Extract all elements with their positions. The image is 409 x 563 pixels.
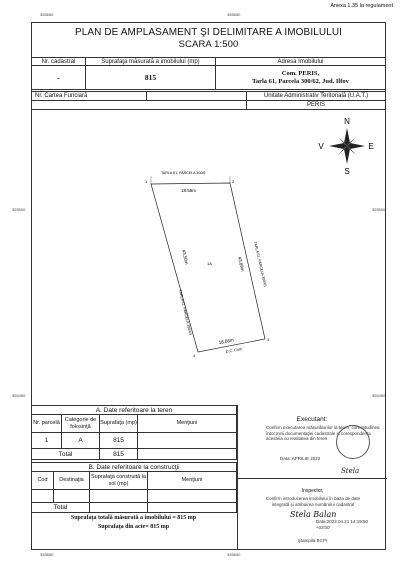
suprafata-label: Suprafaţa măsurată a imobilului (mp) bbox=[86, 58, 216, 66]
grid-tick-bottom-right: 355650 bbox=[227, 552, 241, 557]
col-mentiuni-constructii: Menţiuni bbox=[148, 472, 237, 490]
top-neighbor-label: TARLA 61, PARCELA 300/6 bbox=[161, 171, 206, 175]
teren-table bbox=[31, 405, 237, 460]
left-length-label: 43.50m bbox=[181, 249, 190, 265]
col-mentiuni: Menţiuni bbox=[138, 415, 237, 433]
left-neighbor-label: TARLA 61, PARCELA 300/63 bbox=[178, 289, 193, 336]
row-categorie: A bbox=[62, 433, 100, 449]
adresa-line-1: Com. PERIS, bbox=[281, 69, 320, 77]
grid-tick-bottom-left: 355650 bbox=[40, 552, 54, 557]
compass-east: E bbox=[368, 142, 374, 151]
vertex-2: 2 bbox=[232, 179, 235, 184]
grid-tick-right-upper: 355500 bbox=[372, 207, 386, 212]
uat-label: Unitate Administrativ Teritorială (U.A.T.) bbox=[247, 92, 386, 101]
col-suprafata-construita: Suprafaţa construită la sol (mp) bbox=[90, 472, 148, 490]
col-categorie: Categorie de folosinţă bbox=[62, 415, 100, 433]
right-neighbor-label: TARLA 61, PARCELA 300/61 bbox=[253, 241, 268, 288]
suprafata-value: 815 bbox=[86, 66, 216, 90]
parcel-map bbox=[31, 110, 386, 405]
row-nr-parcela: 1 bbox=[32, 433, 62, 449]
nr-cadastral-label: Nr. cadastral bbox=[32, 58, 86, 66]
executant-date: Data: APRILIE 2022 bbox=[280, 455, 321, 461]
inspector-stamp-date: Data:2022.04.21 14:19:50 +03'00' bbox=[316, 519, 369, 530]
parcel-boundary bbox=[151, 183, 268, 352]
compass-north: N bbox=[344, 117, 350, 126]
summary-total: Suprafaţa totală măsurată a imobilului = 815 mp bbox=[70, 515, 197, 521]
adresa-line-2: Tarla 61, Parcela 300/62, Jud. Ilfov bbox=[252, 77, 349, 85]
executant-title: Executant: bbox=[296, 416, 328, 423]
constructii-section-title: B. Date referitoare la construcţii bbox=[32, 463, 237, 472]
top-length-label: 18.55m bbox=[181, 188, 197, 193]
grid-tick-top-right: 355650 bbox=[227, 12, 241, 17]
constructii-table bbox=[31, 462, 237, 513]
adresa-label: Adresa Imobilului bbox=[216, 58, 386, 66]
bottom-neighbor-label: D.C. Com bbox=[225, 347, 243, 354]
summary-acte: Suprafaţa din acte= 815 mp bbox=[97, 524, 170, 530]
teren-total-value: 815 bbox=[100, 449, 138, 460]
vertex-4: 4 bbox=[193, 353, 196, 358]
compass-west: V bbox=[318, 142, 324, 151]
col-suprafata: Suprafaţa (mp) bbox=[100, 415, 138, 433]
compass-south: S bbox=[344, 167, 350, 176]
uat-row bbox=[31, 100, 386, 110]
right-length-label: 43.89m bbox=[237, 256, 246, 272]
vertex-3: 3 bbox=[267, 337, 270, 342]
col-nr-parcela: Nr. parcelă bbox=[32, 415, 62, 433]
uat-value: PERIS bbox=[247, 101, 386, 110]
table-row bbox=[32, 433, 237, 449]
teren-total-label: Total bbox=[32, 449, 100, 460]
nr-cadastral-value: - bbox=[32, 66, 86, 90]
compass-icon bbox=[329, 128, 365, 164]
inspector-signature: Stela Balan bbox=[290, 510, 337, 519]
annex-note: Anexa 1.35 la regulament bbox=[330, 3, 393, 9]
row-suprafata: 815 bbox=[100, 433, 138, 449]
grid-tick-left-upper: 355500 bbox=[12, 207, 26, 212]
bottom-length-label: 18.08m bbox=[218, 337, 234, 345]
inspector-stamp-label: Ştampila BCPI bbox=[297, 538, 328, 543]
parcel-label: 1A bbox=[207, 261, 212, 266]
executant-signature: Stela bbox=[341, 467, 360, 475]
grid-tick-right-lower: 355450 bbox=[372, 393, 386, 398]
constructii-total-label: Total bbox=[32, 503, 90, 513]
col-destinatia: Destinaţia bbox=[54, 472, 90, 490]
document-title: PLAN DE AMPLASAMENT ŞI DELIMITARE A IMOBILULUI bbox=[74, 27, 343, 38]
grid-tick-top-left: 355650 bbox=[40, 12, 54, 17]
grid-tick-left-lower: 355450 bbox=[12, 393, 26, 398]
executant-stamp-icon bbox=[336, 425, 370, 459]
teren-section-title: A. Date referitoare la teren bbox=[32, 406, 237, 415]
inspector-title: Inspector, bbox=[301, 488, 324, 494]
vertex-1: 1 bbox=[145, 179, 148, 184]
signatures-panel bbox=[237, 405, 386, 550]
inspector-text: Confirm introducerea imobilului în baza de date integrată şi atribuirea numărului cadastral bbox=[265, 496, 361, 507]
document-scale: SCARA 1:500 bbox=[178, 39, 239, 50]
carte-funciara-label: Nr. Cartea Funciară bbox=[32, 92, 147, 101]
col-cod: Cod bbox=[32, 472, 54, 490]
executant-text: Confirm executarea măsurătorilor la teren, corectitudinea întocmirii documentaţiei cadastrale şi corespondenţa acesteia cu realitatea din teren bbox=[266, 425, 380, 441]
adresa-value bbox=[216, 66, 386, 90]
header-table bbox=[31, 57, 386, 90]
